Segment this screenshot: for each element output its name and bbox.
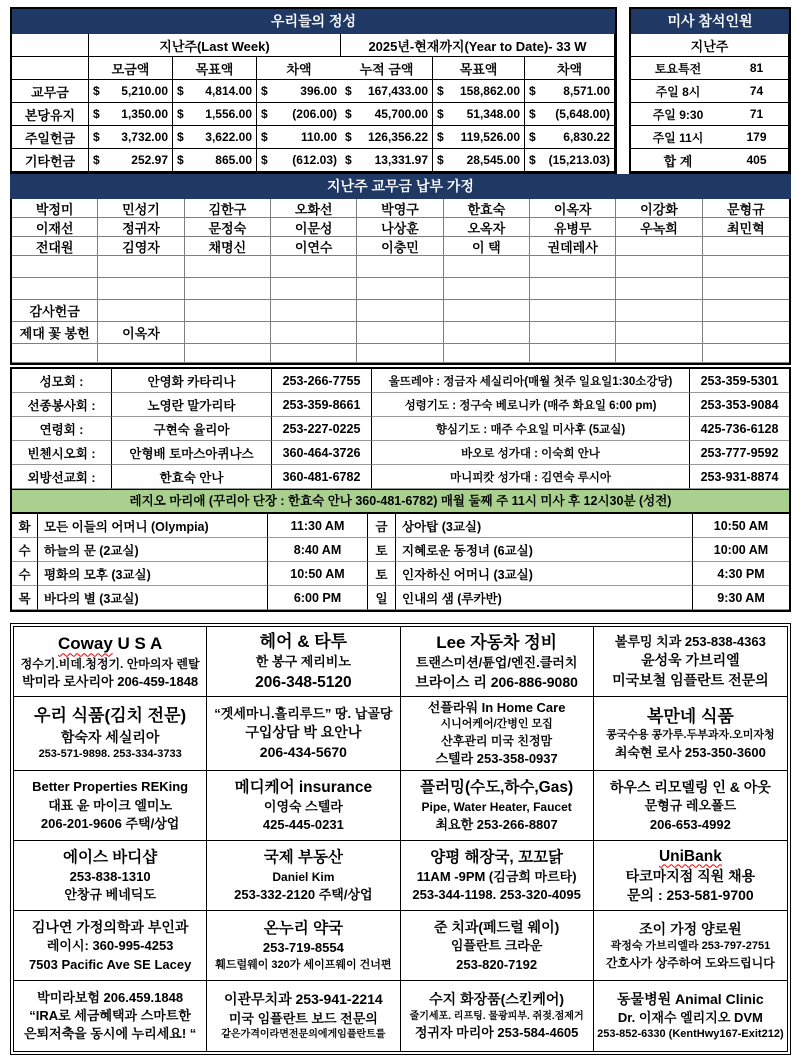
group-phone: 253-777-9592 xyxy=(690,441,789,465)
money-cell: $ 126,356.22 xyxy=(341,126,433,149)
attendance-table xyxy=(629,7,791,174)
ad-title: 수지 화장품(스킨케어) xyxy=(429,991,565,1008)
ad-better-properties: Better Properties REKing 대표 윤 마이크 엘미노 206-201-9606 주택/상업 xyxy=(14,771,207,841)
group-desc: 바오로 성가대 : 이숙희 안나 xyxy=(372,441,690,465)
ad-title: 김나연 가정의학과 부인과 xyxy=(31,918,189,935)
donor-name: 박영구 xyxy=(357,199,443,218)
altar-flower-donor: 이옥자 xyxy=(98,322,184,344)
schedule-day: 금 xyxy=(368,514,396,538)
offerings-section xyxy=(10,7,791,174)
donor-name: 이충민 xyxy=(357,237,443,256)
ad-bokmanne-food: 복만네 식품 콩국수용 콩가루.두부과자.오미자청 최숙현 로사 253-350-3600 xyxy=(594,697,787,771)
org-name: 연령회 : xyxy=(12,417,112,441)
attendance-title: 미사 참석인원 xyxy=(631,9,789,34)
ad-title: 플러밍(수도,하수,Gas) xyxy=(420,779,574,797)
schedule-time: 11:30 AM xyxy=(268,514,368,538)
ad-kim-family-clinic: 김나연 가정의학과 부인과 레이시: 360-995-4253 7503 Pacific Ave SE Lacey xyxy=(14,911,207,981)
ad-unibank: UniBank 타코마지점 직원 채용 문의 : 253-581-9700 xyxy=(594,841,787,911)
donor-name: 유병무 xyxy=(530,218,616,237)
ad-lee-kwanmu-dental: 이관무치과 253-941-2214 미국 임플란트 보드 전문의 같은가격이라면전문의에게임플란트를 xyxy=(207,981,400,1051)
money-cell: $ (612.03) xyxy=(257,149,341,172)
schedule-event: 하늘의 문 (2교실) xyxy=(38,538,268,562)
attendance-label: 주일 11시 xyxy=(631,126,725,149)
money-cell: $ 8,571.00 xyxy=(525,80,615,103)
schedule-time: 4:30 PM xyxy=(693,562,789,586)
money-cell: $ 110.00 xyxy=(257,126,341,149)
ad-medicare-insurance: 메디케어 insurance 이영숙 스텔라 425-445-0231 xyxy=(207,771,400,841)
schedule-event: 바다의 별 (3교실) xyxy=(38,586,268,610)
last-week-header: 지난주(Last Week) xyxy=(89,34,341,57)
donor-name: 전대원 xyxy=(12,237,98,256)
org-contact: 구현숙 율리아 xyxy=(112,417,272,441)
ad-title: 선플라워 In Home Care xyxy=(427,700,566,715)
donor-name: 이재선 xyxy=(12,218,98,237)
schedule-time: 6:00 PM xyxy=(268,586,368,610)
money-cell: $ (206.00) xyxy=(257,103,341,126)
group-desc: 마니피캇 성가대 : 김연숙 루시아 xyxy=(372,465,690,489)
ad-title: 헤어 & 타투 xyxy=(259,632,348,652)
org-phone: 360-481-6782 xyxy=(272,465,372,489)
contacts-table xyxy=(10,367,791,514)
org-phone: 253-227-0225 xyxy=(272,417,372,441)
donor-name: 김한구 xyxy=(185,199,271,218)
money-cell: $ 396.00 xyxy=(257,80,341,103)
org-name: 외방선교회 : xyxy=(12,465,112,489)
money-cell: $ 6,830.22 xyxy=(525,126,615,149)
money-cell: $ 5,210.00 xyxy=(89,80,173,103)
schedule-day: 목 xyxy=(12,586,38,610)
donor-name: 문정숙 xyxy=(185,218,271,237)
ad-house-remodeling: 하우스 리모델링 인 & 아웃 문형규 레오폴드 206-653-4992 xyxy=(594,771,787,841)
schedule-time: 8:40 AM xyxy=(268,538,368,562)
schedule-day: 수 xyxy=(12,562,38,586)
ad-title: 동물병원 Animal Clinic xyxy=(617,990,764,1007)
donor-name: 이옥자 xyxy=(530,199,616,218)
row-label: 기타헌금 xyxy=(12,149,89,172)
money-cell: $ 119,526.00 xyxy=(433,126,525,149)
col-header: 차액 xyxy=(257,57,341,80)
col-header: 목표액 xyxy=(433,57,525,80)
ad-title: Better Properties REKing xyxy=(32,779,189,795)
ad-title: Coway U S A xyxy=(58,634,163,654)
donor-name: 이 택 xyxy=(444,237,530,256)
attendance-label: 주일 8시 xyxy=(631,80,725,103)
schedule-event: 평화의 모후 (3교실) xyxy=(38,562,268,586)
ad-title: 우리 식품(김치 전문) xyxy=(34,706,187,726)
donor-name: 김영자 xyxy=(98,237,184,256)
donor-name: 이문성 xyxy=(271,218,357,237)
money-cell: $ 865.00 xyxy=(173,149,257,172)
ad-title: 에이스 바디샵 xyxy=(63,848,158,866)
donor-name: 채명신 xyxy=(185,237,271,256)
money-cell: $ 4,814.00 xyxy=(173,80,257,103)
ytd-header: 2025년-현재까지(Year to Date)- 33 W xyxy=(341,34,615,57)
col-header: 누적 금액 xyxy=(341,57,433,80)
money-cell: $ (5,648.00) xyxy=(525,103,615,126)
ad-woori-food: 우리 식품(김치 전문) 함숙자 세실리아 253-571-9898. 253-334-3733 xyxy=(14,697,207,771)
offerings-table xyxy=(10,7,617,174)
ad-title: 온누리 약국 xyxy=(263,920,343,938)
donor-name: 나상훈 xyxy=(357,218,443,237)
schedule-event: 상아탑 (3교실) xyxy=(396,514,693,538)
ad-june-dental: 준 치과(페드럴 웨이) 임플란트 크라운 253-820-7192 xyxy=(401,911,594,981)
row-label: 주일헌금 xyxy=(12,126,89,149)
org-phone: 360-464-3726 xyxy=(272,441,372,465)
donors-grid xyxy=(10,199,791,365)
schedule-day: 토 xyxy=(368,538,396,562)
money-cell: $ 3,732.00 xyxy=(89,126,173,149)
schedule-day: 수 xyxy=(12,538,38,562)
ad-kukje-realestate: 국제 부동산 Daniel Kim 253-332-2120 주택/상업 xyxy=(207,841,400,911)
attendance-value: 74 xyxy=(725,80,789,103)
schedule-day: 토 xyxy=(368,562,396,586)
offerings-title: 우리들의 정성 xyxy=(12,9,615,34)
donor-name: 오화선 xyxy=(271,199,357,218)
schedule-event: 지혜로운 동정녀 (6교실) xyxy=(396,538,693,562)
ad-title: 조이 가정 양로원 xyxy=(639,920,742,937)
group-phone: 253-353-9084 xyxy=(690,393,789,417)
praesidium-schedule-table xyxy=(10,513,791,612)
ad-yangpyeong-restaurant: 양평 해장국, 꼬꼬닭 11AM -9PM (김금희 마르타) 253-344-1198. 253-320-4095 xyxy=(401,841,594,911)
ad-animal-clinic: 동물병원 Animal Clinic Dr. 이재수 엘리지오 DVM 253-852-6330 (KentHwy167-Exit212) xyxy=(597,990,784,1041)
ad-sunflower-homecare: 선플라워 In Home Care 시니어케어/간병인 모집 산후관리 미국 친정맘 스텔라 253-358-0937 xyxy=(401,697,594,771)
row-label: 본당유지 xyxy=(12,103,89,126)
ad-title: Lee 자동차 정비 xyxy=(436,633,558,652)
org-phone: 253-359-8661 xyxy=(272,393,372,417)
ad-hair-tattoo: 헤어 & 타투 한 봉구 제리비노 206-348-5120 xyxy=(207,627,400,697)
attendance-label: 토요특전 xyxy=(631,57,725,80)
org-name: 선종봉사회 : xyxy=(12,393,112,417)
ad-title: “겟세마니.흘리루드” 땅. 납골당 xyxy=(214,706,393,721)
money-cell: $ 1,556.00 xyxy=(173,103,257,126)
ad-park-mira-insurance: 박미라보험 206.459.1848 “IRA로 세금혜택과 스마트한 은퇴저축을 동시에 누리세요! “ xyxy=(14,981,207,1051)
money-cell: $ 1,350.00 xyxy=(89,103,173,126)
org-contact: 안영화 카타리나 xyxy=(112,369,272,393)
ad-title: 이관무치과 253-941-2214 xyxy=(224,991,383,1008)
schedule-event: 인자하신 어머니 (3교실) xyxy=(396,562,693,586)
ad-onnuri-pharmacy: 온누리 약국 253-719-8554 훼드럴웨이 320가 세이프웨이 건너편 xyxy=(207,911,400,981)
attendance-total-value: 405 xyxy=(725,149,789,172)
money-cell: $ 51,348.00 xyxy=(433,103,525,126)
org-contact: 노영란 말가리타 xyxy=(112,393,272,417)
ad-gethsemane-cemetery: “겟세마니.흘리루드” 땅. 납골당 구입상담 박 요안나 206-434-5670 xyxy=(207,697,400,771)
schedule-time: 10:50 AM xyxy=(693,514,789,538)
money-cell: $ 252.97 xyxy=(89,149,173,172)
schedule-event: 모든 이들의 어머니 (Olympia) xyxy=(38,514,268,538)
ad-suji-cosmetics: 수지 화장품(스킨케어) 줄기세포. 리프팅. 물광피부. 쥐젖.점제거 정귀자 마리아 253-584-4605 xyxy=(401,981,594,1051)
donor-name: 정귀자 xyxy=(98,218,184,237)
schedule-time: 9:30 AM xyxy=(693,586,789,610)
ad-blooming-dental: 볼루밍 치과 253-838-4363 윤성욱 가브리엘 미국보철 임플란트 전문의 xyxy=(594,627,787,697)
col-header: 목표액 xyxy=(173,57,257,80)
group-desc: 향심기도 : 매주 수요일 미사후 (5교실) xyxy=(372,417,690,441)
money-cell: $ 167,433.00 xyxy=(341,80,433,103)
donor-name: 이연수 xyxy=(271,237,357,256)
money-cell: $ (15,213.03) xyxy=(525,149,615,172)
altar-flower-label: 제대 꽃 봉헌 xyxy=(12,322,98,344)
group-desc: 울뜨레야 : 정금자 세실리아(매월 첫주 일요일1:30소강당) xyxy=(372,369,690,393)
donor-name: 이강화 xyxy=(616,199,702,218)
ads-grid xyxy=(10,623,791,1055)
group-phone: 253-931-8874 xyxy=(690,465,789,489)
donor-name: 오옥자 xyxy=(444,218,530,237)
ad-title: 준 치과(페드럴 웨이) xyxy=(433,918,560,935)
attendance-label: 주일 9:30 xyxy=(631,103,725,126)
section-gap xyxy=(617,7,629,174)
org-name: 성모회 : xyxy=(12,369,112,393)
donor-name: 우녹희 xyxy=(616,218,702,237)
donor-name: 최민혁 xyxy=(703,218,789,237)
money-cell: $ 13,331.97 xyxy=(341,149,433,172)
attendance-value: 81 xyxy=(725,57,789,80)
group-phone: 253-359-5301 xyxy=(690,369,789,393)
ad-lee-auto-repair: Lee 자동차 정비 트랜스미션/튠업/엔진.클러치 브라이스 리 206-886-9080 xyxy=(401,627,594,697)
ad-title: 메디케어 insurance xyxy=(234,778,373,796)
org-contact: 한효숙 안나 xyxy=(112,465,272,489)
ad-plumbing: 플러밍(수도,하수,Gas) Pipe, Water Heater, Faucet 최요한 253-266-8807 xyxy=(401,771,594,841)
org-phone: 253-266-7755 xyxy=(272,369,372,393)
col-header: 차액 xyxy=(525,57,615,80)
donor-name: 문형규 xyxy=(703,199,789,218)
donor-name: 민성기 xyxy=(98,199,184,218)
legio-mariae-banner: 레지오 마리애 (꾸리아 단장 : 한효숙 안나 360-481-6782) 매월 둘째 주 11시 미사 후 12시30분 (성전) xyxy=(12,489,789,512)
group-desc: 성령기도 : 정구숙 베로니카 (매주 화요일 6:00 pm) xyxy=(372,393,690,417)
money-cell: $ 3,622.00 xyxy=(173,126,257,149)
donors-title: 지난주 교무금 납부 가정 xyxy=(10,174,791,199)
thanks-offering-label: 감사헌금 xyxy=(12,300,98,322)
schedule-time: 10:50 AM xyxy=(268,562,368,586)
ad-title: 복만네 식품 xyxy=(646,707,734,726)
ad-title: 양평 해장국, 꼬꼬닭 xyxy=(430,848,563,866)
schedule-day: 화 xyxy=(12,514,38,538)
ad-coway-usa: Coway U S A 정수기.비데.청정기. 안마의자 렌탈 박미라 로사리아 206-459-1848 xyxy=(14,627,207,697)
org-contact: 안형배 토마스아퀴나스 xyxy=(112,441,272,465)
ad-joy-nursing-home: 조이 가정 양로원 곽정숙 가브리엘라 253-797-2751 간호사가 상주하여 도와드립니다 xyxy=(594,911,787,981)
attendance-value: 179 xyxy=(725,126,789,149)
schedule-day: 일 xyxy=(368,586,396,610)
attendance-week-header: 지난주 xyxy=(631,34,789,57)
donor-name: 박정미 xyxy=(12,199,98,218)
ad-title: 박미라보험 206.459.1848 xyxy=(37,989,184,1005)
donor-name: 한효숙 xyxy=(444,199,530,218)
ad-ace-bodyshop: 에이스 바디샵 253-838-1310 안창규 베네딕도 xyxy=(14,841,207,911)
org-name: 빈첸시오회 : xyxy=(12,441,112,465)
schedule-time: 10:00 AM xyxy=(693,538,789,562)
attendance-total-label: 합 계 xyxy=(631,149,725,172)
group-phone: 425-736-6128 xyxy=(690,417,789,441)
money-cell: $ 45,700.00 xyxy=(341,103,433,126)
ad-title: UniBank xyxy=(658,847,722,865)
row-label: 교무금 xyxy=(12,80,89,103)
money-cell: $ 28,545.00 xyxy=(433,149,525,172)
ad-title: 국제 부동산 xyxy=(263,849,343,867)
money-cell: $ 158,862.00 xyxy=(433,80,525,103)
ad-title: 볼루밍 치과 253-838-4363 xyxy=(614,633,766,649)
donor-name: 권데레사 xyxy=(530,237,616,256)
schedule-event: 인내의 샘 (루카반) xyxy=(396,586,693,610)
ad-title: 하우스 리모델링 인 & 아웃 xyxy=(609,778,771,795)
col-header: 모금액 xyxy=(89,57,173,80)
attendance-value: 71 xyxy=(725,103,789,126)
